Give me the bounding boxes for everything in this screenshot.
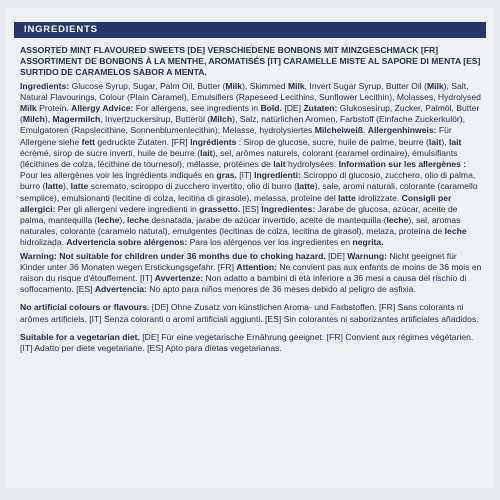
ingredients-run: leche: [444, 226, 467, 237]
header-title: INGREDIENTS: [24, 24, 98, 35]
ingredients-run: Protein.: [36, 103, 72, 114]
ingredients-run: Ingrédients: [190, 136, 237, 147]
ingredients-run: Zutaten:: [303, 103, 338, 114]
ingredients-run: lait: [200, 147, 213, 158]
ingredients-run: ),: [441, 136, 449, 147]
ingredients-run: ),: [119, 215, 128, 226]
vegetarian-paragraph: [20, 332, 482, 354]
ingredients-run: latte: [45, 181, 63, 192]
ingredients-run: Glukosesirup, Zucker, Palmöl, Butter (: [20, 103, 480, 125]
ingredients-run: ), sel, arômes naturels, colorant (caramel ordinaire), émulsifiants (lécithines de colza, lécithine de tournesol), mélasse, protéines de: [20, 147, 458, 170]
ingredients-run: , Invertzuckersirup, Butteröl (: [100, 114, 211, 125]
ingredients-run: leche: [97, 215, 120, 226]
ingredients-run: Para los alérgenos ver los ingredientes en: [187, 237, 353, 248]
ingredients-run: Ingredients:: [20, 80, 70, 91]
warning-run: Non adatto a bambini di età inferiore a 36 mesi a causa del rischio di soffocamento. [ES]: [20, 273, 467, 295]
ingredients-run: gras.: [216, 170, 237, 181]
warning-run: Attention:: [236, 261, 277, 272]
ingredients-run: grassetto.: [199, 203, 241, 214]
ingredients-run: Advertencia sobre alérgenos:: [66, 237, 188, 248]
ingredients-run: lait: [428, 136, 442, 147]
ingredients-run: Allergy Advice:: [71, 103, 134, 114]
vegetarian-run: [DE] Für eine vegetarische Ernährung geeignet. [FR] Convient aux régimes végétarien. [IT] Adatto per diete vegetariane. [ES] Apto para dietas vegetarianas.: [20, 331, 474, 354]
warning-run: Warnung:: [347, 250, 388, 261]
ingredients-run: Milcheiweiß: [314, 125, 363, 136]
ingredients-run: latte: [297, 181, 315, 192]
ingredients-run: Milch: [210, 114, 233, 125]
ingredients-header: [14, 22, 486, 38]
ingredients-run: Pour les allergènes voir les ingrédients indiqués en: [20, 170, 217, 181]
ingredients-run: hydrolysées.: [285, 159, 339, 170]
ingredients-run: [IT]: [236, 170, 255, 181]
ingredients-run: Allergenhinweis:: [367, 125, 437, 136]
ingredients-run: ),: [44, 114, 53, 125]
ingredients-run: Ingredienti:: [254, 170, 301, 181]
vegetarian-run: Suitable for a vegetarian diet.: [20, 331, 140, 342]
ingredients-run: ), Salz, natürlichen Aromen, Farbstoff (Einfache Zuckerkulör), Emulgatoren (Rapslecithine, Sonnenblumenlecithin), Melasse, hydrolysiertes: [20, 114, 466, 136]
ingredients-run: ),: [62, 181, 71, 192]
no-artificial-paragraph: [20, 302, 482, 324]
ingredients-run: leche: [386, 215, 409, 226]
ingredients-run: Magermilch: [52, 114, 101, 125]
ingredients-run: : Sirop de glucose, sucre, huile de palme, beurre (: [236, 136, 429, 147]
ingredients-run: , Invert Sugar Syrup, Butter Oil (: [304, 80, 427, 91]
ingredients-run: lait: [273, 159, 286, 170]
ingredients-run: Für Allergene siehe: [20, 125, 452, 147]
ingredients-run: Milk: [287, 80, 305, 91]
ingredients-run: [ES]: [240, 203, 262, 214]
warning-run: Avvertenze:: [154, 273, 204, 284]
ingredients-run: Consigli per allergici:: [20, 192, 452, 214]
warning-run: No apto para niños menores de 36 meses debido al peligro de asfixia.: [146, 284, 416, 295]
warning-run: Warning: Not suitable for children under 36 months due to choking hazard.: [20, 250, 326, 261]
warning-run: Ne convient pas aux enfants de moins de 36 mois en raison du risque d'étouffement. [IT]: [20, 261, 482, 284]
ingredients-run: negrita.: [352, 237, 384, 248]
ingredients-run: desnatada, jarabe de azúcar invertido, aceite de mantequilla (: [149, 215, 387, 226]
ingredients-run: [DE]: [281, 103, 304, 114]
ingredients-run: .: [362, 125, 368, 136]
ingredients-run: scremato, sciroppo di zucchero invertito, olio di burro (: [88, 181, 298, 192]
ingredients-run: Per gli allergeni vedere ingredienti in: [55, 203, 200, 214]
ingredients-run: Sciroppo di glucosio, zucchero, olio di palma, burro (: [20, 170, 476, 192]
ingredients-run: Information sur les allergènes :: [338, 159, 467, 170]
no-artificial-run: No artificial colours or flavours.: [20, 302, 150, 313]
ingredients-run: ), Salt, Natural Flavourings, Colour (Plain Caramel), Emulsifiers (Rapeseed Lecithins, Sunflower Lecithin), Molasses, Hydrolysed: [20, 80, 481, 102]
ingredients-run: Ingredientes:: [261, 203, 316, 214]
ingredients-run: Milk: [426, 80, 444, 91]
ingredients-run: idrolizzate.: [355, 192, 402, 203]
warning-paragraph: [20, 251, 482, 296]
ingredients-run: fett: [81, 136, 96, 147]
ingredients-run: leche: [127, 215, 149, 226]
ingredients-run: ), sal, aromas naturales, colorante (caramelo natural), emulgentes (lecitinas de colza, lecitina de girasol), melaza, proteína de: [20, 215, 461, 237]
no-artificial-run: [DE] Ohne Zusatz von künstlichen Aroma- und Farbstoffen. [FR] Sans colorants ni arômes artificiels. [IT] Senza coloranti o aromi artificiali aggiunti. [ES] Sin colorantes ni saborizantes artificiales añadidos.: [20, 302, 479, 324]
ingredients-run: For allergens, see ingredients in: [133, 103, 261, 114]
ingredients-run: hidrolizada.: [20, 237, 67, 248]
ingredients-run: latte: [70, 181, 89, 192]
label-content: [20, 45, 482, 354]
ingredients-run: Milch: [22, 114, 45, 125]
ingredients-run: ), Skimmed: [242, 80, 288, 91]
ingredients-paragraph: [20, 81, 482, 249]
ingredients-run: ), sale, aromi naturali, colorante (caramello semplice), emulsionanti (lecitine di colza, lecitina di girasole), melassa, proteine del: [20, 181, 478, 203]
warning-run: [DE]: [325, 250, 348, 261]
ingredients-run: Jarabe de glucosa, azúcar, aceite de palma, mantequilla (: [20, 203, 458, 226]
ingredients-run: Milk: [225, 80, 243, 91]
ingredients-run: lait: [448, 136, 462, 147]
warning-run: Nicht geeignet für Kinder unter 36 Monaten wegen Erstickungsgefahr. [FR]: [20, 250, 457, 272]
ingredients-run: écrémé, sirop de sucre inverti, huile de beurre (: [20, 147, 201, 158]
product-title: ASSORTED MINT FLAVOURED SWEETS [DE] VERSCHIEDENE BONBONS MIT MINZGESCHMACK [FR] ASSORTIMENT DE BONBONS À LA MENTHE, AROMATISÉS [IT] CARAMELLE MISTE AL SAPORE DI MENTA [ES] SURTIDO DE CARAMELOS SABOR A MENTA.: [20, 45, 481, 78]
ingredients-run: Bold.: [260, 103, 282, 114]
warning-run: Advertencia:: [94, 284, 147, 295]
ingredients-run: gedruckte Zutaten. [FR]: [95, 136, 191, 147]
ingredients-run: Milk: [20, 103, 37, 114]
ingredients-run: latte: [338, 192, 356, 203]
ingredients-run: Glucose Syrup, Sugar, Palm Oil, Butter (: [69, 80, 226, 91]
